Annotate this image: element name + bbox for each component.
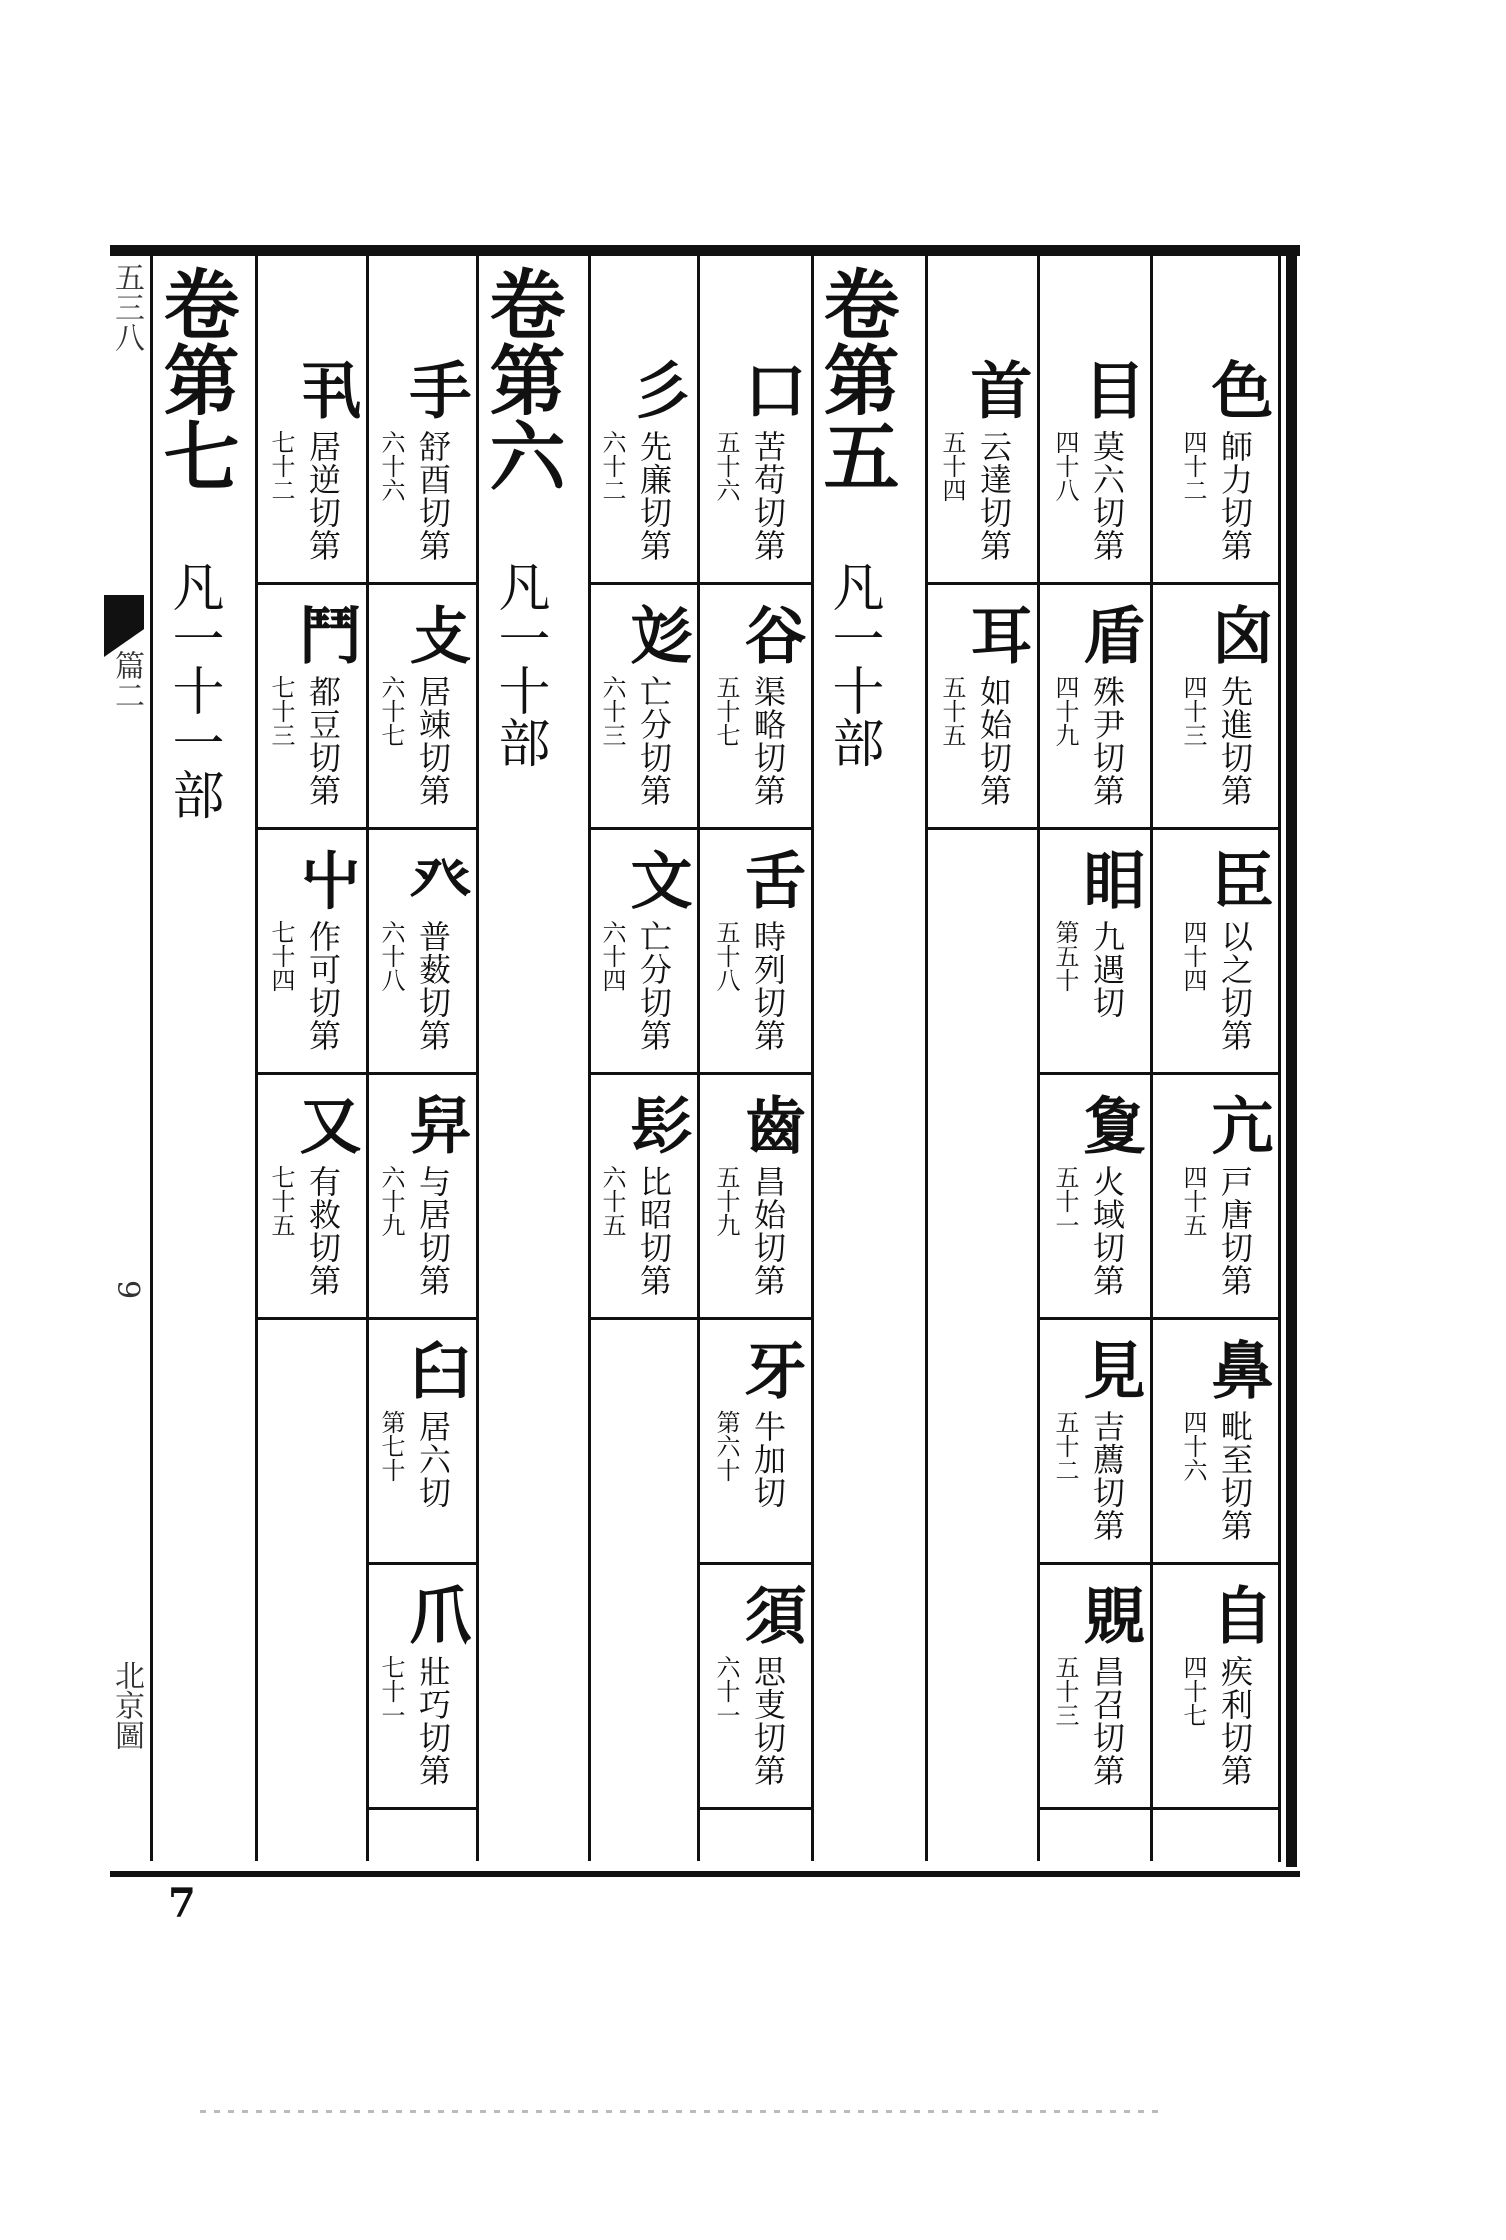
entry-cell bbox=[258, 830, 366, 1075]
radical-char: 牙 bbox=[734, 1338, 807, 1400]
section-number: 四十五 bbox=[1179, 1165, 1207, 1237]
fanqie-text: 居竦切第 bbox=[414, 675, 452, 807]
fanqie-text: 思叓切第 bbox=[749, 1655, 787, 1787]
fanqie-text: 比昭切第 bbox=[635, 1165, 673, 1297]
section-number: 四十七 bbox=[1179, 1655, 1207, 1727]
radical-char: 舌 bbox=[734, 848, 807, 910]
margin-lower: 9 bbox=[110, 1280, 145, 1300]
radical-char: 夐 bbox=[1073, 1093, 1146, 1155]
fanqie-text: 都豆切第 bbox=[304, 675, 342, 807]
fanqie-text: 居逆切第 bbox=[304, 430, 342, 562]
radical-char: 鼻 bbox=[1201, 1338, 1274, 1400]
radical-char: 見 bbox=[1073, 1338, 1146, 1400]
entry-cell bbox=[369, 1075, 476, 1320]
section-number: 五十六 bbox=[712, 430, 740, 502]
radical-char: 攴 bbox=[399, 603, 472, 665]
section-number: 四十四 bbox=[1179, 920, 1207, 992]
margin-middle: 篇二 bbox=[109, 650, 144, 710]
entry-cell bbox=[1153, 1565, 1278, 1810]
radical-char: 舁 bbox=[399, 1093, 472, 1155]
fanqie-text: 戸唐切第 bbox=[1216, 1165, 1254, 1297]
radical-char: 髟 bbox=[620, 1093, 693, 1155]
radical-char: 谷 bbox=[734, 603, 807, 665]
radical-char: 臼 bbox=[399, 1338, 472, 1400]
section-number: 七十二 bbox=[267, 430, 295, 502]
entry-cell bbox=[591, 340, 697, 585]
fanqie-text: 毗至切第 bbox=[1216, 1410, 1254, 1542]
radical-char: 䀠 bbox=[1073, 848, 1146, 910]
fanqie-text: 亡分切第 bbox=[635, 920, 673, 1052]
fanqie-text: 舒酉切第 bbox=[414, 430, 452, 562]
section-number: 七十一 bbox=[377, 1655, 405, 1727]
fanqie-text: 先進切第 bbox=[1216, 675, 1254, 807]
radical-char: 盾 bbox=[1073, 603, 1146, 665]
entry-cell bbox=[700, 1320, 811, 1565]
section-number: 五十二 bbox=[1051, 1410, 1079, 1482]
entry-cell bbox=[1040, 340, 1150, 585]
entry-cell bbox=[1040, 1320, 1150, 1565]
entry-cell bbox=[1040, 830, 1150, 1075]
section-number: 四十九 bbox=[1051, 675, 1079, 747]
entry-cell bbox=[1153, 585, 1278, 830]
entry-cell bbox=[258, 1075, 366, 1320]
radical-char: 首 bbox=[960, 358, 1033, 420]
entry-cell bbox=[928, 585, 1037, 830]
entry-cell bbox=[700, 1565, 811, 1810]
section-number: 五十五 bbox=[938, 675, 966, 747]
section-number: 六十一 bbox=[712, 1655, 740, 1727]
entry-cell bbox=[1153, 340, 1278, 585]
page-number: 7 bbox=[168, 1880, 196, 1927]
fanqie-text: 牛加切 bbox=[749, 1410, 787, 1509]
section-number: 六十九 bbox=[377, 1165, 405, 1237]
section-number: 六十六 bbox=[377, 430, 405, 502]
section-number: 四十六 bbox=[1179, 1410, 1207, 1482]
radical-char: 目 bbox=[1073, 358, 1146, 420]
entry-cell bbox=[928, 340, 1037, 585]
radical-char: 丮 bbox=[289, 358, 362, 420]
radical-char: 彣 bbox=[620, 603, 693, 665]
fanqie-text: 火域切第 bbox=[1088, 1165, 1126, 1297]
margin-bottom: 北京圖 bbox=[109, 1660, 144, 1750]
entry-cell bbox=[700, 1075, 811, 1320]
fanqie-text: 居六切 bbox=[414, 1410, 452, 1509]
vol5-count: 凡一十部 bbox=[823, 560, 883, 768]
entry-cell bbox=[369, 830, 476, 1075]
entry-cell bbox=[1040, 1075, 1150, 1320]
entry-cell bbox=[1153, 1320, 1278, 1565]
section-number: 六十八 bbox=[377, 920, 405, 992]
inner-border bbox=[1278, 256, 1281, 1862]
entry-cell bbox=[591, 585, 697, 830]
radical-char: 鬥 bbox=[289, 603, 362, 665]
fanqie-text: 云達切第 bbox=[975, 430, 1013, 562]
entry-cell bbox=[1153, 830, 1278, 1075]
entry-cell bbox=[369, 1320, 476, 1565]
entry-cell bbox=[1040, 1565, 1150, 1810]
entry-cell bbox=[369, 585, 476, 830]
section-number: 五十九 bbox=[712, 1165, 740, 1237]
radical-char: 癶 bbox=[399, 848, 472, 910]
section-number: 第七十 bbox=[377, 1410, 405, 1482]
entry-cell bbox=[258, 340, 366, 585]
radical-char: 齒 bbox=[734, 1093, 807, 1155]
entry-cell bbox=[369, 340, 476, 585]
section-number: 七十三 bbox=[267, 675, 295, 747]
rule-1 bbox=[150, 256, 153, 1861]
section-number: 四十八 bbox=[1051, 430, 1079, 502]
radical-char: 囟 bbox=[1201, 603, 1274, 665]
section-number: 五十四 bbox=[938, 430, 966, 502]
vol6-heading: 卷第六 bbox=[477, 265, 566, 493]
section-number: 五十三 bbox=[1051, 1655, 1079, 1727]
section-number: 六十三 bbox=[598, 675, 626, 747]
scan-noise bbox=[200, 2110, 1160, 2113]
entry-cell bbox=[258, 585, 366, 830]
radical-char: 臣 bbox=[1201, 848, 1274, 910]
radical-char: 耳 bbox=[960, 603, 1033, 665]
fanqie-text: 以之切第 bbox=[1216, 920, 1254, 1052]
section-number: 五十七 bbox=[712, 675, 740, 747]
fanqie-text: 先廉切第 bbox=[635, 430, 673, 562]
rule-7 bbox=[811, 256, 814, 1861]
fanqie-text: 壯巧切第 bbox=[414, 1655, 452, 1787]
fanqie-text: 昌召切第 bbox=[1088, 1655, 1126, 1787]
section-number: 四十三 bbox=[1179, 675, 1207, 747]
fanqie-text: 亡分切第 bbox=[635, 675, 673, 807]
entry-cell bbox=[1040, 585, 1150, 830]
radical-char: 手 bbox=[399, 358, 472, 420]
fanqie-text: 九遇切 bbox=[1088, 920, 1126, 1019]
fanqie-text: 如始切第 bbox=[975, 675, 1013, 807]
section-number: 五十八 bbox=[712, 920, 740, 992]
section-number: 第五十 bbox=[1051, 920, 1079, 992]
entry-cell bbox=[591, 1075, 697, 1320]
rule-4 bbox=[476, 256, 479, 1861]
radical-char: 屮 bbox=[289, 848, 362, 910]
radical-char: 自 bbox=[1201, 1583, 1274, 1645]
fanqie-text: 吉薦切第 bbox=[1088, 1410, 1126, 1542]
vol5-heading: 卷第五 bbox=[811, 265, 900, 493]
section-number: 六十五 bbox=[598, 1165, 626, 1237]
fanqie-text: 有救切第 bbox=[304, 1165, 342, 1297]
entry-cell bbox=[591, 830, 697, 1075]
radical-char: 口 bbox=[734, 358, 807, 420]
radical-char: 覞 bbox=[1073, 1583, 1146, 1645]
fanqie-text: 時列切第 bbox=[749, 920, 787, 1052]
radical-char: 色 bbox=[1201, 358, 1274, 420]
radical-char: 又 bbox=[289, 1093, 362, 1155]
entry-cell bbox=[700, 340, 811, 585]
entry-cell bbox=[1153, 1075, 1278, 1320]
fanqie-text: 師力切第 bbox=[1216, 430, 1254, 562]
section-number: 第六十 bbox=[712, 1410, 740, 1482]
fanqie-text: 作可切第 bbox=[304, 920, 342, 1052]
radical-char: 文 bbox=[620, 848, 693, 910]
entry-cell bbox=[369, 1565, 476, 1810]
radical-char: 亢 bbox=[1201, 1093, 1274, 1155]
radical-char: 彡 bbox=[620, 358, 693, 420]
vol7-count: 凡一十一部 bbox=[163, 560, 223, 820]
vol7-heading: 卷第七 bbox=[151, 265, 240, 493]
margin-top: 五三八 bbox=[109, 262, 144, 352]
entry-cell bbox=[700, 585, 811, 830]
section-number: 七十四 bbox=[267, 920, 295, 992]
section-number: 五十一 bbox=[1051, 1165, 1079, 1237]
fanqie-text: 普薮切第 bbox=[414, 920, 452, 1052]
fanqie-text: 莫六切第 bbox=[1088, 430, 1126, 562]
fanqie-text: 苦苟切第 bbox=[749, 430, 787, 562]
fanqie-text: 疾利切第 bbox=[1216, 1655, 1254, 1787]
vol6-count: 凡一十部 bbox=[489, 560, 549, 768]
entry-cell bbox=[700, 830, 811, 1075]
outer-border bbox=[1286, 245, 1297, 1867]
section-number: 四十二 bbox=[1179, 430, 1207, 502]
fanqie-text: 渠略切第 bbox=[749, 675, 787, 807]
fanqie-text: 殊尹切第 bbox=[1088, 675, 1126, 807]
radical-char: 爪 bbox=[399, 1583, 472, 1645]
section-number: 七十五 bbox=[267, 1165, 295, 1237]
section-number: 六十四 bbox=[598, 920, 626, 992]
fanqie-text: 与居切第 bbox=[414, 1165, 452, 1297]
section-number: 六十七 bbox=[377, 675, 405, 747]
section-number: 六十二 bbox=[598, 430, 626, 502]
fanqie-text: 昌始切第 bbox=[749, 1165, 787, 1297]
radical-char: 須 bbox=[734, 1583, 807, 1645]
